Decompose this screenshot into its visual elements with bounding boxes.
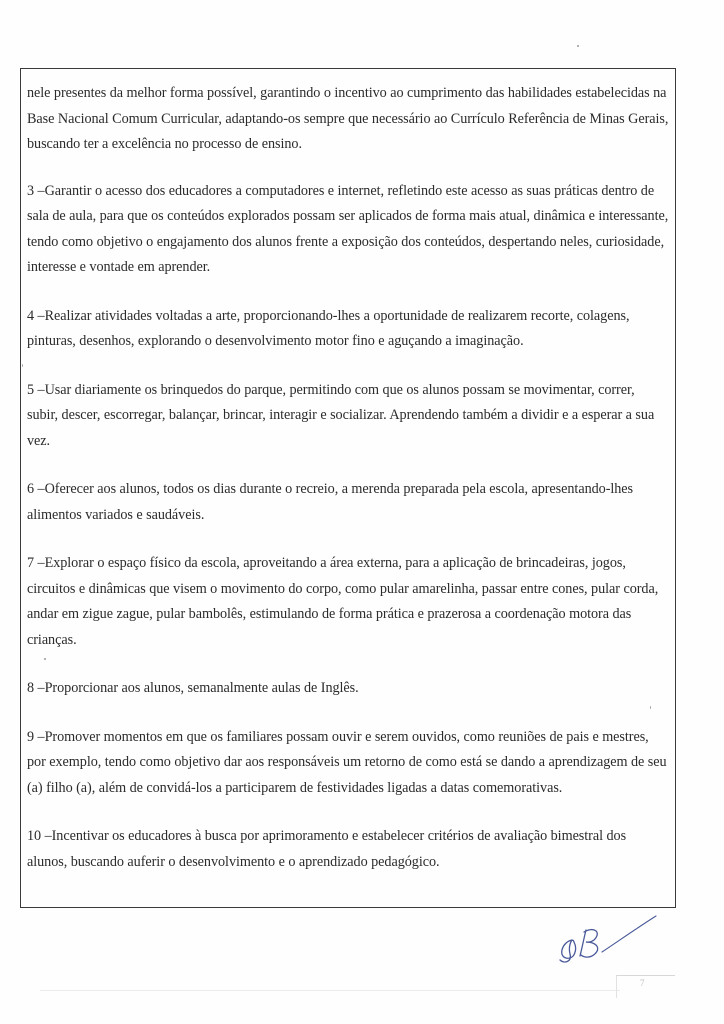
paragraph-item-3 [27, 179, 669, 281]
paragraph-item-4 [27, 304, 669, 355]
item-number: 4 [27, 307, 35, 324]
paragraph-text: nele presentes da melhor forma possível, garantindo o incentivo ao cumprimento das habilidades estabelecidas na Base Nacional Comum Curricular, adaptando-os sempre que necessário ao Currículo Referência de Minas Gerais, buscando ter a excelência no processo de ensino. [27, 85, 669, 152]
paragraph-item-9 [27, 725, 669, 802]
paragraph-text: –Oferecer aos alunos, todos os dias durante o recreio, a merenda preparada pela escola, apresentando-lhes alimentos variados e saudáveis. [27, 481, 634, 523]
page-number-frame [616, 975, 675, 998]
paragraph-text: –Realizar atividades voltadas a arte, proporcionando-lhes a oportunidade de realizarem recorte, colagens, pinturas, desenhos, explorando o desenvolvimento motor fino e aguçando a imaginação. [27, 307, 630, 349]
paragraph-continuation [27, 81, 669, 158]
handwritten-initials-icon [528, 912, 668, 972]
paragraph-text: –Promover momentos em que os familiares possam ouvir e serem ouvidos, como reuniões de pais e mestres, por exemplo, tendo como objetivo dar aos responsáveis um retorno de como está se dando a aprendizagem de seu (a) filho (a), além de convidá-los a participarem de festividades ligadas a datas comemorativas. [27, 728, 667, 796]
item-number: 6 [27, 481, 35, 497]
paragraph-text: –Garantir o acesso dos educadores a computadores e internet, refletindo este acesso as suas práticas dentro de sala de aula, para que os conteúdos explorados possam ser aplicados de forma mais atual, dinâmica e interessante, tendo como objetivo o engajamento dos alunos frente a exposição dos conteúdos, despertando neles, curiosidade, interesse e vontade em aprender. [27, 182, 669, 275]
paragraph-item-8 [27, 676, 669, 702]
paragraph-item-6 [27, 477, 669, 528]
item-number: 7 [27, 555, 35, 571]
paragraph-item-10 [27, 824, 669, 875]
item-number: 8 [27, 680, 35, 696]
paragraph-item-5 [27, 378, 669, 455]
item-number: 9 [27, 728, 35, 745]
paragraph-text: –Explorar o espaço físico da escola, aproveitando a área externa, para a aplicação de brincadeiras, jogos, circuitos e dinâmicas que visem o movimento do corpo, como pular amarelinha, passar entre cones, pular corda, andar em zigue zague, pular bambolês, estimulando de forma prática e prazerosa a coordenação motora das crianças. [27, 555, 659, 648]
text-frame [20, 68, 676, 908]
paragraph-text: –Proporcionar aos alunos, semanalmente aulas de Inglês. [34, 680, 359, 696]
item-number: 5 [27, 381, 35, 398]
paragraph-item-7 [27, 551, 669, 653]
item-number: 10 [27, 828, 42, 844]
faint-footer-rule [40, 990, 620, 991]
page-number: 7 [640, 978, 645, 988]
scan-speck [577, 45, 579, 47]
paragraph-text: –Incentivar os educadores à busca por aprimoramento e estabelecer critérios de avaliação bimestral dos alunos, buscando auferir o desenvolvimento e o aprendizado pedagógico. [27, 828, 627, 870]
item-number: 3 [27, 182, 35, 199]
paragraph-text: –Usar diariamente os brinquedos do parque, permitindo com que os alunos possam se movimentar, correr, subir, descer, escorregar, balançar, brincar, interagir e socializar. Aprendendo também a dividir e a esperar a sua vez. [27, 381, 655, 449]
